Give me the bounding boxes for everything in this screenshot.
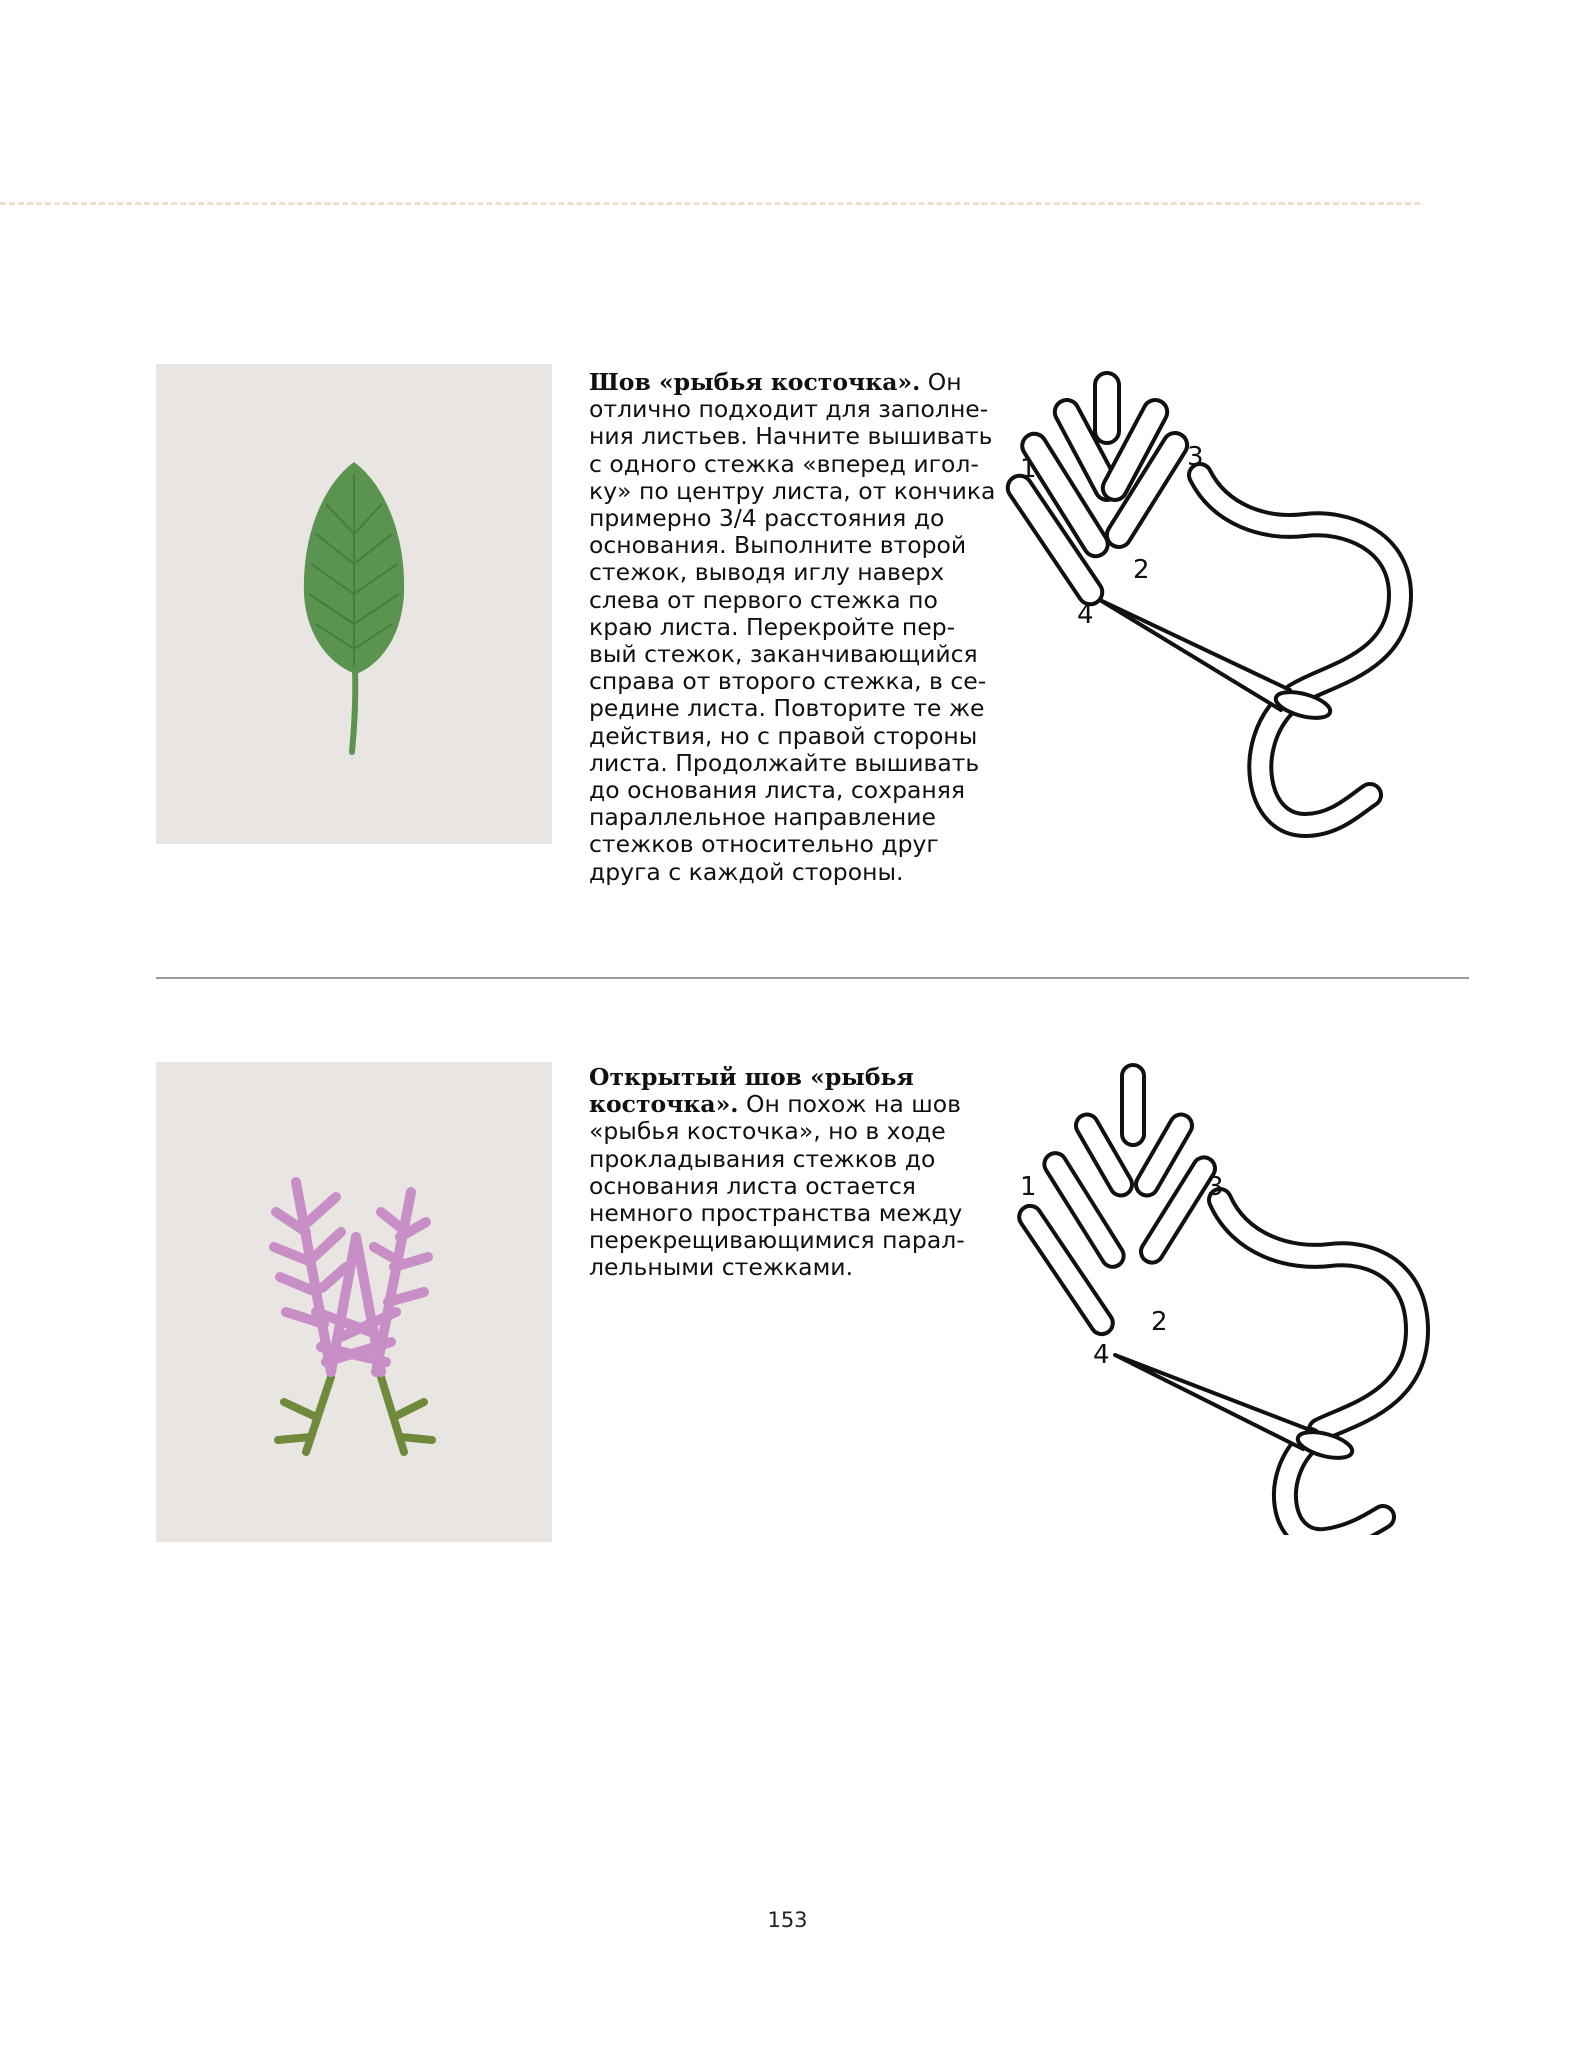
- fishbone-stitch-description: [589, 369, 1019, 886]
- text-line: вый стежок, заканчивающийся: [589, 640, 978, 669]
- diagram-label-4: 4: [1093, 1340, 1110, 1370]
- text-line: справа от второго стежка, в се-: [589, 667, 987, 696]
- text-line: основания листа остается: [589, 1171, 916, 1200]
- page-number: 153: [767, 1908, 808, 1932]
- text-line: лельными стежками.: [589, 1253, 854, 1282]
- text-line: стежок, выводя иглу наверх: [589, 558, 945, 587]
- text-line: прокладывания стежков до: [589, 1144, 936, 1173]
- open-fishbone-stitch-title-line2: косточка».: [589, 1090, 739, 1119]
- open-fishbone-stitch-diagram: [1005, 1055, 1455, 1535]
- section-divider: [156, 977, 1469, 979]
- text-line: краю листа. Перекройте пер-: [589, 612, 956, 641]
- text-line: до основания листа, сохраняя: [589, 776, 966, 805]
- text-line: основания. Выполните второй: [589, 531, 967, 560]
- diagram-label-2: 2: [1133, 555, 1150, 585]
- text-line: немного пространства между: [589, 1199, 963, 1228]
- text-line: листа. Продолжайте вышивать: [589, 748, 980, 777]
- diagram-label-3: 3: [1207, 1172, 1224, 1202]
- open-fishbone-stitch-description: [589, 1064, 1019, 1282]
- text-line: с одного стежка «вперед игол-: [589, 449, 979, 478]
- stitch-shape: [1122, 1065, 1144, 1145]
- text-line: отлично подходит для заполне-: [589, 395, 989, 424]
- text-line: стежков относительно друг: [589, 830, 939, 859]
- fishbone-stitch-leaf-photo: [156, 364, 552, 844]
- top-dashed-rule: [0, 202, 1420, 205]
- text-line: ку» по центру листа, от кончика: [589, 476, 996, 505]
- text-line: редине листа. Повторите те же: [589, 694, 985, 723]
- stitch-shape: [1095, 373, 1119, 443]
- diagram-label-1: 1: [1020, 454, 1037, 484]
- fishbone-stitch-title: Шов «рыбья косточка».: [589, 368, 921, 396]
- diagram-label-3: 3: [1187, 442, 1204, 472]
- text-line: ния листьев. Начните вышивать: [589, 422, 993, 451]
- diagram-label-1: 1: [1020, 1172, 1037, 1202]
- text-line: примерно 3/4 расстояния до: [589, 504, 945, 533]
- diagram-label-2: 2: [1151, 1307, 1168, 1337]
- text-line: Он: [927, 368, 962, 396]
- needle-shape: [1100, 600, 1290, 710]
- text-line: параллельное направление: [589, 803, 936, 832]
- text-line: слева от первого стежка по: [589, 585, 938, 614]
- text-line: действия, но с правой стороны: [589, 721, 978, 750]
- open-fishbone-stitch-lavender-photo: [156, 1062, 552, 1542]
- text-line: Он похож на шов: [745, 1090, 961, 1119]
- open-fishbone-stitch-title-line1: Открытый шов «рыбья: [589, 1063, 914, 1091]
- needle-shape: [1115, 1355, 1310, 1449]
- fishbone-stitch-diagram: [1005, 365, 1455, 845]
- text-line: перекрещивающимися парал-: [589, 1226, 965, 1255]
- text-line: друга с каждой стороны.: [589, 857, 904, 886]
- diagram-label-4: 4: [1077, 600, 1094, 630]
- text-line: «рыбья косточка», но в ходе: [589, 1117, 946, 1146]
